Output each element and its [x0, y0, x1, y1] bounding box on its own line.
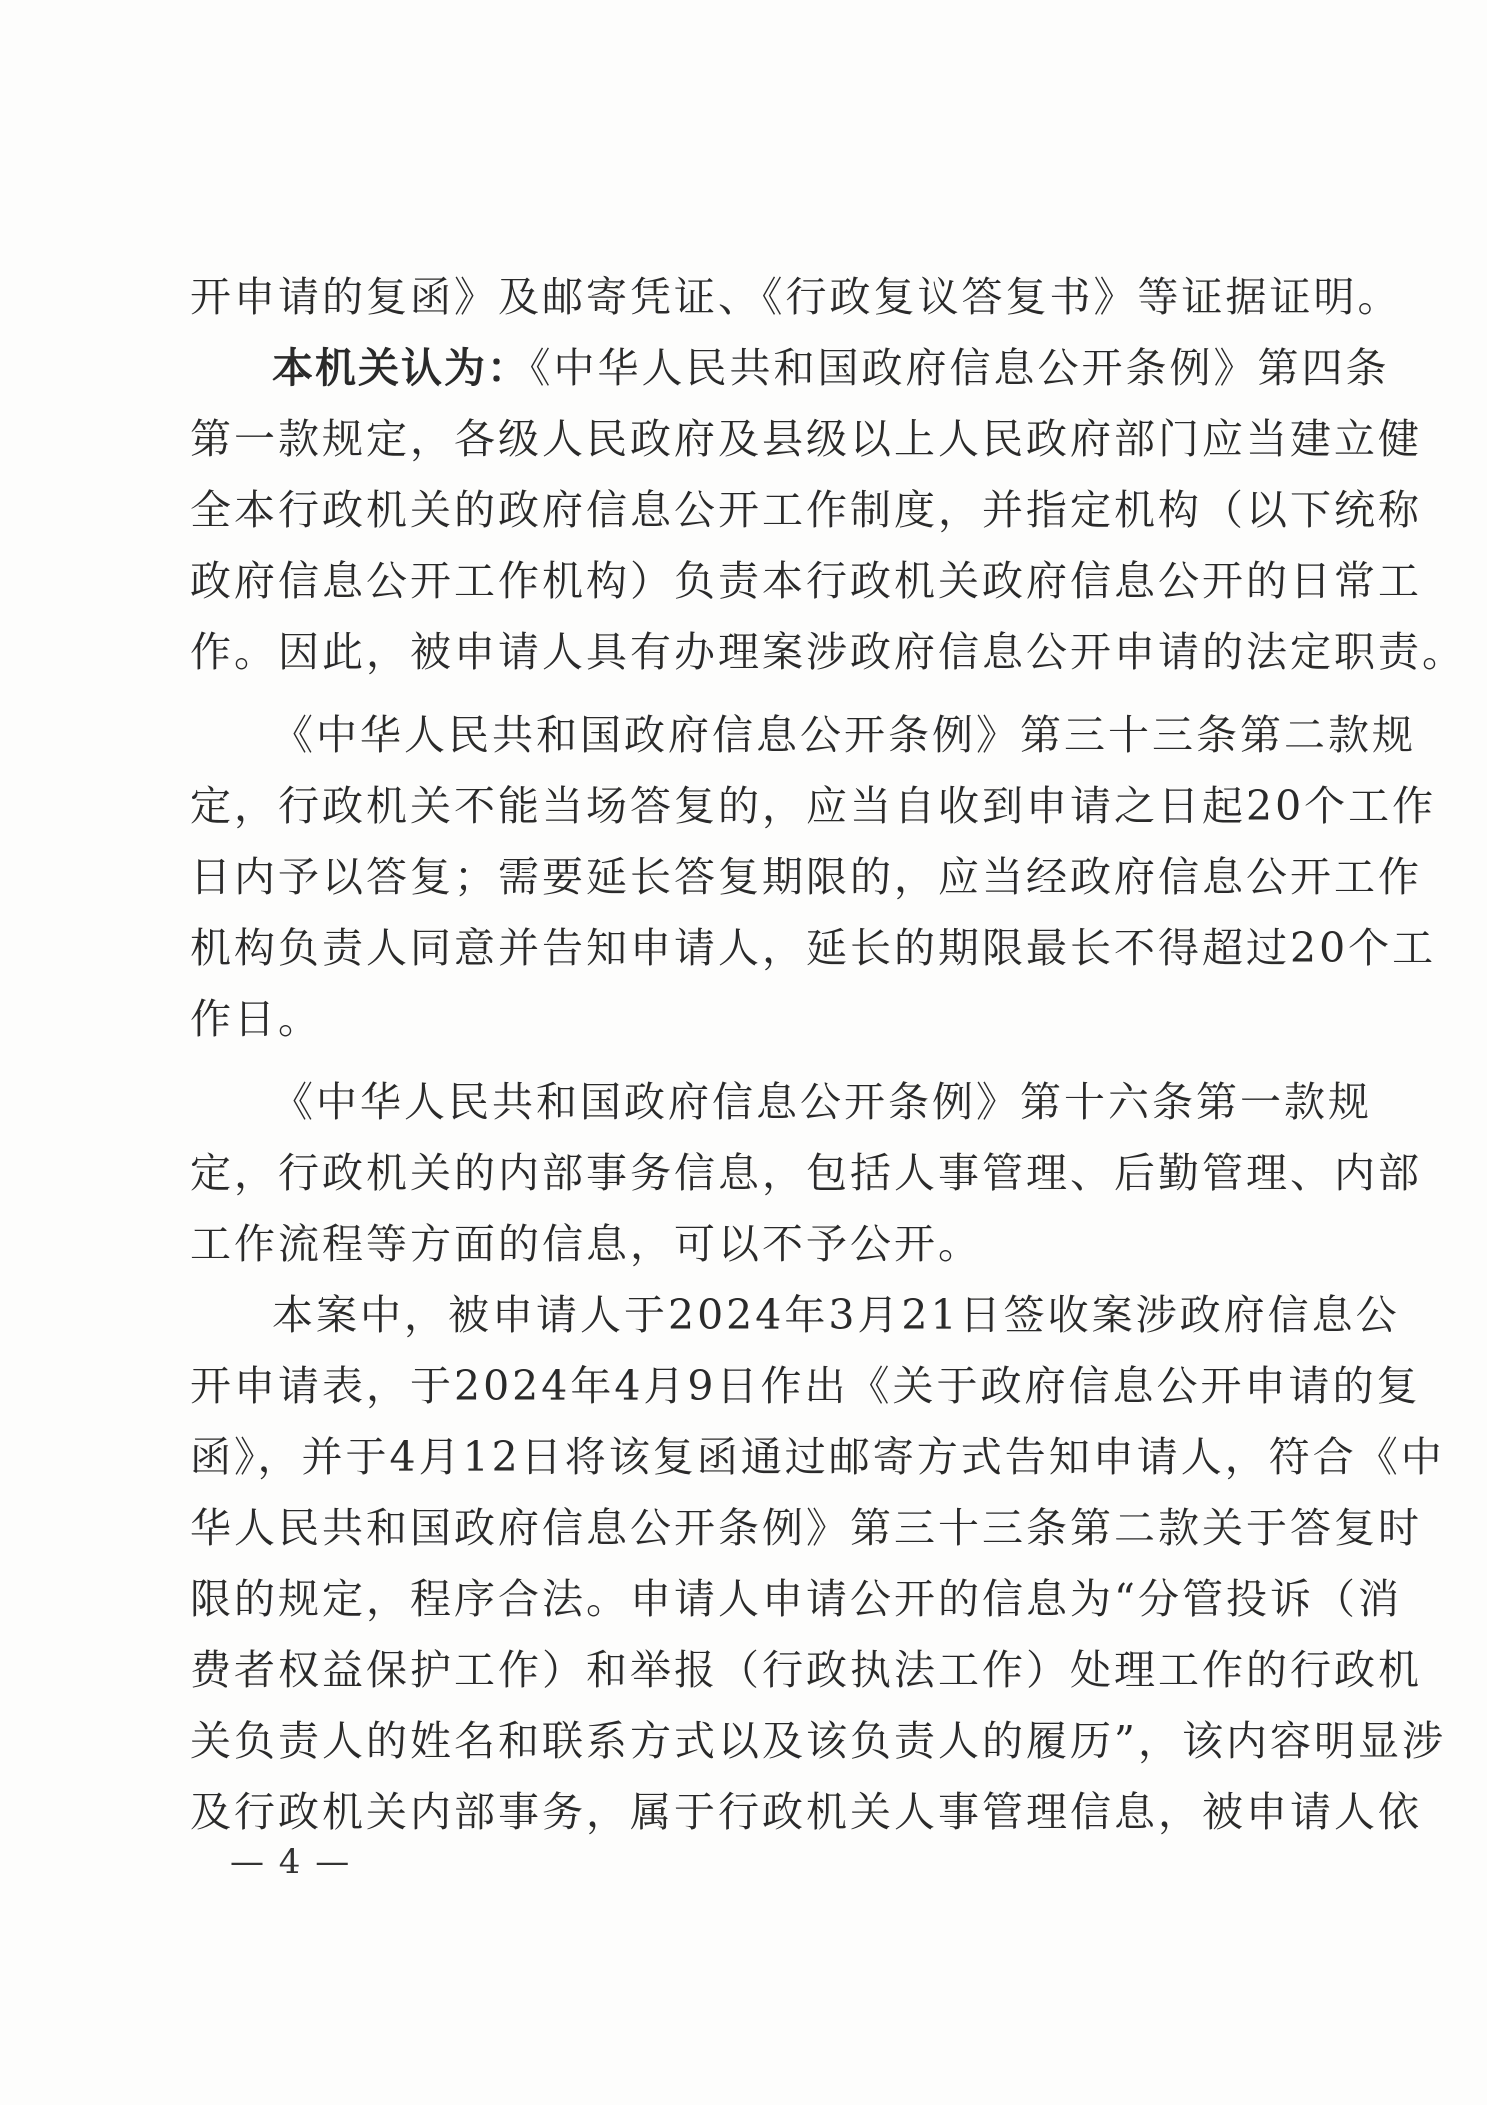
text-line: 机构负责人同意并告知申请人，延长的期限最长不得超过20个工 [190, 924, 1437, 972]
bold-lead: 本机关认为： [272, 344, 530, 392]
text-line: 作。因此，被申请人具有办理案涉政府信息公开申请的法定职责。 [190, 628, 1466, 676]
paragraph-gap [190, 1055, 1295, 1067]
text-line: 定，行政机关的内部事务信息，包括人事管理、后勤管理、内部 [190, 1149, 1422, 1197]
text-line: 日内予以答复；需要延长答复期限的，应当经政府信息公开工作 [190, 853, 1422, 901]
paragraph-gap [190, 688, 1295, 700]
text-line: 《中华人民共和国政府信息公开条例》第四条 [530, 344, 1390, 392]
text-line: 开申请的复函》及邮寄凭证、《行政复议答复书》等证据证明。 [190, 273, 1402, 321]
text-line: 限的规定，程序合法。申请人申请公开的信息为“分管投诉（消 [190, 1575, 1402, 1623]
text-line: 费者权益保护工作）和举报（行政执法工作）处理工作的行政机 [190, 1646, 1422, 1694]
text-line: 及行政机关内部事务，属于行政机关人事管理信息，被申请人依 [190, 1788, 1422, 1836]
text-line: 《中华人民共和国政府信息公开条例》第十六条第一款规 [272, 1078, 1372, 1126]
paragraph-opinion-start [190, 333, 1390, 404]
page-number: — 4 — [230, 1842, 352, 1882]
text-line: 政府信息公开工作机构）负责本行政机关政府信息公开的日常工 [190, 557, 1422, 605]
text-line: 全本行政机关的政府信息公开工作制度，并指定机构（以下统称 [190, 486, 1422, 534]
text-line: 工作流程等方面的信息，可以不予公开。 [190, 1220, 982, 1268]
document-body [190, 262, 1466, 1848]
text-line: 本案中，被申请人于2024年3月21日签收案涉政府信息公 [272, 1291, 1400, 1339]
text-line: 作日。 [190, 995, 322, 1043]
text-line: 关负责人的姓名和联系方式以及该负责人的履历”，该内容明显涉 [190, 1717, 1446, 1765]
text-line: 第一款规定，各级人民政府及县级以上人民政府部门应当建立健 [190, 415, 1422, 463]
text-line: 定，行政机关不能当场答复的，应当自收到申请之日起20个工作 [190, 782, 1437, 830]
text-line: 华人民共和国政府信息公开条例》第三十三条第二款关于答复时 [190, 1504, 1422, 1552]
text-line: 函》，并于4月12日将该复函通过邮寄方式告知申请人，符合《中 [190, 1433, 1445, 1481]
text-line: 《中华人民共和国政府信息公开条例》第三十三条第二款规 [272, 711, 1416, 759]
text-line: 开申请表，于2024年4月9日作出《关于政府信息公开申请的复 [190, 1362, 1421, 1410]
